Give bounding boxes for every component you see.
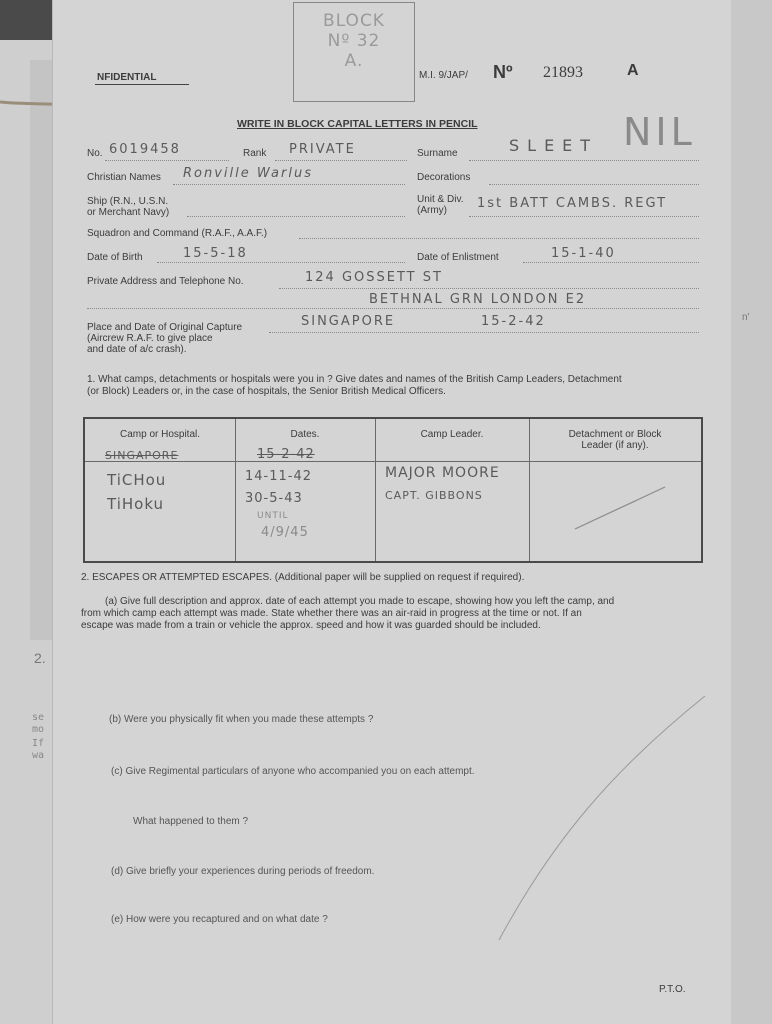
unit-label-2: (Army) [417, 205, 447, 216]
q2-d: (d) Give briefly your experiences during periods of freedom. [111, 866, 375, 877]
capture-label-2: (Aircrew R.A.F. to give place [87, 333, 213, 344]
table-row-camp: SINGAPORE [105, 449, 179, 462]
unit-value: 1st BATT CAMBS. REGT [477, 196, 668, 211]
table-header-leader: Camp Leader. [420, 429, 484, 440]
left-frag-1: se [32, 712, 45, 723]
pencil-line [493, 690, 713, 950]
service-no-value: 6019458 [109, 142, 181, 157]
capture-place: SINGAPORE [301, 314, 396, 329]
top-left-dark [0, 0, 60, 40]
capture-label-1: Place and Date of Original Capture [87, 322, 243, 333]
confidential-label: NFIDENTIAL [97, 72, 157, 83]
left-frag-2: 2. [34, 650, 46, 666]
enlistment-label: Date of Enlistment [417, 252, 499, 263]
decorations-label: Decorations [417, 172, 471, 183]
until-note-2: 4/9/45 [261, 525, 309, 540]
form-heading: WRITE IN BLOCK CAPITAL LETTERS IN PENCIL [237, 118, 478, 130]
table-row-leader: MAJOR MOORE [385, 465, 500, 481]
table-row-camp: TiCHou [107, 471, 167, 489]
ship-label-2: or Merchant Navy) [87, 207, 170, 218]
service-no-label: No. [87, 148, 103, 159]
camps-table [83, 417, 703, 563]
ship-label-1: Ship (R.N., U.S.N. [87, 196, 169, 207]
table-row-dates: 15-2-42 [257, 447, 315, 462]
form-sheet [52, 0, 731, 1024]
table-row-dates: 14-11-42 [245, 469, 313, 484]
until-note-1: UNTIL [257, 511, 289, 521]
q1-text-1: 1. What camps, detachments or hospitals were you in ? Give dates and names of the British Camp Leaders, Detachment [87, 374, 622, 385]
q2-b: (b) Were you physically fit when you made these attempts ? [109, 714, 374, 725]
q1-text-2: (or Block) Leaders or, in the case of hospitals, the Senior British Medical Officers. [87, 386, 446, 397]
table-header-block: Detachment or Block Leader (if any). [568, 429, 662, 451]
address-label: Private Address and Telephone No. [87, 276, 244, 287]
rank-label: Rank [243, 148, 267, 159]
address-value-2: BETHNAL GRN LONDON E2 [369, 292, 587, 307]
squadron-label: Squadron and Command (R.A.F., A.A.F.) [87, 228, 268, 239]
capture-date: 15-2-42 [481, 314, 546, 329]
stamp-line-1: BLOCK [323, 11, 385, 31]
table-row-dates: 30-5-43 [245, 491, 303, 506]
dob-label: Date of Birth [87, 252, 143, 263]
block-stamp [293, 2, 415, 102]
q2-e: (e) How were you recaptured and on what date ? [111, 914, 328, 925]
pencil-stroke [573, 473, 669, 533]
surname-label: Surname [417, 148, 458, 159]
left-frag-2b: mo [32, 724, 45, 735]
right-frag: n' [742, 312, 750, 323]
mi-reference: M.I. 9/JAP/ [419, 70, 468, 81]
dob-value: 15-5-18 [183, 246, 248, 261]
left-frag-4: wa [32, 750, 45, 761]
stamp-line-2: Nº 32 [327, 31, 381, 51]
table-row-camp: TiHoku [107, 495, 165, 513]
q2-a-line-2: from which camp each attempt was made. State whether there was an air-raid in progress at the time or not. If an [81, 608, 582, 619]
table-row-leader: CAPT. GIBBONS [385, 489, 483, 502]
right-backing-paper [730, 0, 772, 1024]
nil-note: NIL [623, 110, 696, 154]
capture-label-3: and date of a/c crash). [87, 344, 187, 355]
unit-label-1: Unit & Div. [417, 194, 464, 205]
number-symbol: Nº [493, 62, 513, 82]
surname-value: SLEET [509, 136, 599, 155]
rank-value: PRIVATE [289, 142, 356, 157]
form-number: 21893 [543, 64, 583, 81]
christian-names-label: Christian Names [87, 172, 161, 183]
left-folder-edge [30, 60, 53, 640]
table-header-dates: Dates. [290, 429, 320, 440]
pto-label: P.T.O. [659, 984, 686, 995]
form-series: A [627, 62, 639, 79]
q2-a-line-3: escape was made from a train or vehicle the approx. speed and how it was guarded should be included. [81, 620, 541, 631]
left-frag-3: If [32, 738, 45, 749]
address-value-1: 124 GOSSETT ST [305, 270, 443, 285]
enlistment-value: 15-1-40 [551, 246, 616, 261]
q2-title: 2. ESCAPES OR ATTEMPTED ESCAPES. (Additional paper will be supplied on request if required). [81, 572, 525, 583]
table-header-camp: Camp or Hospital. [119, 429, 201, 440]
stamp-line-3: A. [344, 51, 364, 71]
q2-c-sub: What happened to them ? [133, 816, 249, 827]
christian-names-value: Ronville Warlus [183, 166, 313, 181]
q2-c: (c) Give Regimental particulars of anyone who accompanied you on each attempt. [111, 766, 475, 777]
q2-a-line-1: (a) Give full description and approx. date of each attempt you made to escape, showing how you left the camp, and [105, 596, 615, 607]
